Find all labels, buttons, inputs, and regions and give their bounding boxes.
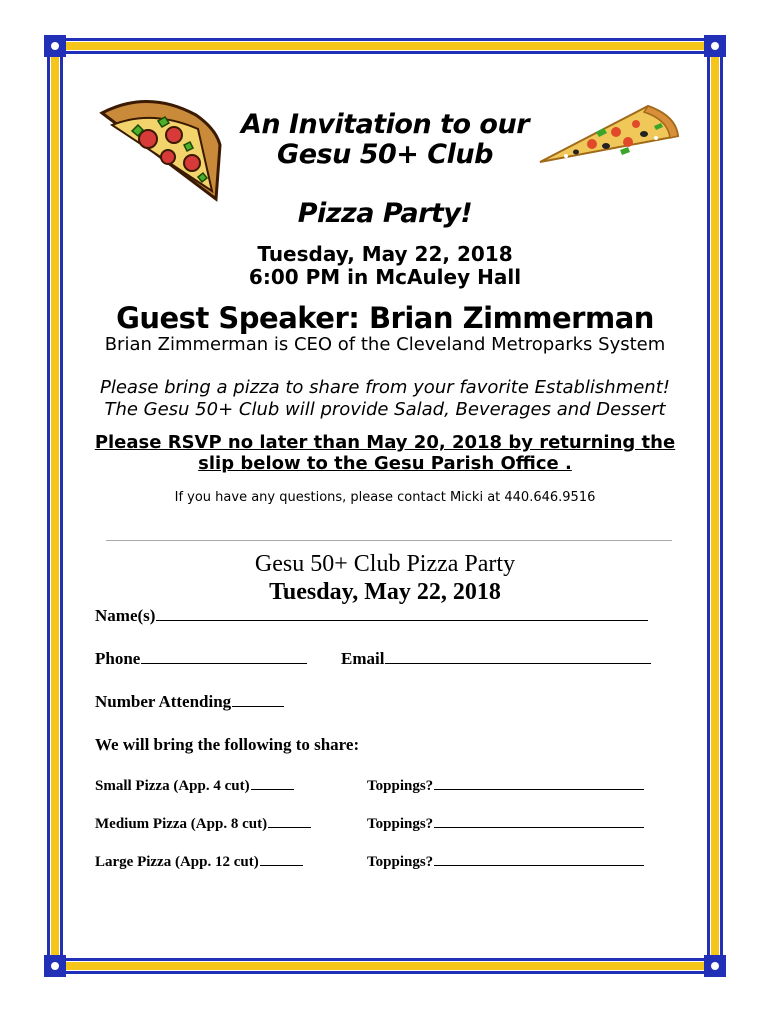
small-pizza-row xyxy=(95,778,294,795)
border-top xyxy=(45,38,725,54)
title-line-2: Gesu 50+ Club xyxy=(277,139,493,170)
rsvp-line-2: slip below to the Gesu Parish Office . xyxy=(198,453,572,474)
toppings-label: Toppings? xyxy=(367,778,434,794)
title-line-1: An Invitation to our xyxy=(240,109,530,140)
bring-line-2: The Gesu 50+ Club will provide Salad, Beverages and Dessert xyxy=(104,399,666,420)
names-field[interactable] xyxy=(156,619,648,621)
corner-ornament xyxy=(44,35,66,57)
large-pizza-row xyxy=(95,854,303,871)
small-toppings-row xyxy=(367,778,644,795)
large-pizza-field[interactable] xyxy=(260,864,303,866)
speaker-description: Brian Zimmerman is CEO of the Cleveland Metroparks System xyxy=(104,334,666,355)
border-bottom xyxy=(45,958,725,974)
small-pizza-label: Small Pizza (App. 4 cut) xyxy=(95,778,250,794)
large-pizza-label: Large Pizza (App. 12 cut) xyxy=(95,854,259,870)
medium-pizza-label: Medium Pizza (App. 8 cut) xyxy=(95,816,268,832)
bring-line-1: Please bring a pizza to share from your favorite Establishment! xyxy=(100,377,670,398)
attending-field[interactable] xyxy=(232,705,284,707)
speaker-heading: Guest Speaker: Brian Zimmerman xyxy=(116,301,654,335)
border-left xyxy=(47,36,63,976)
names-row xyxy=(95,606,648,626)
email-row xyxy=(341,649,651,669)
party-heading: Pizza Party! xyxy=(297,198,473,229)
corner-ornament xyxy=(44,955,66,977)
email-label: Email xyxy=(341,649,385,668)
corner-ornament xyxy=(704,35,726,57)
phone-label: Phone xyxy=(95,649,141,668)
large-toppings-row xyxy=(367,854,644,871)
email-field[interactable] xyxy=(385,662,651,664)
event-time-place: 6:00 PM in McAuley Hall xyxy=(248,265,522,289)
small-pizza-field[interactable] xyxy=(251,788,294,790)
corner-ornament xyxy=(704,955,726,977)
bring-instructions xyxy=(0,377,770,421)
large-toppings-field[interactable] xyxy=(434,864,644,866)
invitation-title xyxy=(0,110,770,170)
names-label: Name(s) xyxy=(95,606,156,625)
border-right xyxy=(707,36,723,976)
contact-info: If you have any questions, please contact Micki at 440.646.9516 xyxy=(174,490,596,505)
divider xyxy=(106,540,672,541)
toppings-label: Toppings? xyxy=(367,854,434,870)
medium-pizza-row xyxy=(95,816,311,833)
toppings-label: Toppings? xyxy=(367,816,434,832)
medium-toppings-row xyxy=(367,816,644,833)
small-toppings-field[interactable] xyxy=(434,788,644,790)
attending-label: Number Attending xyxy=(95,692,232,711)
phone-field[interactable] xyxy=(141,662,307,664)
attending-row xyxy=(95,692,284,712)
event-date: Tuesday, May 22, 2018 xyxy=(257,242,513,266)
rsvp-line-1: Please RSVP no later than May 20, 2018 by returning the xyxy=(94,432,676,453)
medium-pizza-field[interactable] xyxy=(268,826,311,828)
form-title-line-1: Gesu 50+ Club Pizza Party xyxy=(254,551,516,577)
phone-row xyxy=(95,649,307,669)
rsvp-notice xyxy=(0,432,770,474)
form-title-line-2: Tuesday, May 22, 2018 xyxy=(269,579,501,605)
share-label: We will bring the following to share: xyxy=(95,735,360,754)
medium-toppings-field[interactable] xyxy=(434,826,644,828)
event-when xyxy=(0,243,770,289)
form-title xyxy=(0,550,770,606)
